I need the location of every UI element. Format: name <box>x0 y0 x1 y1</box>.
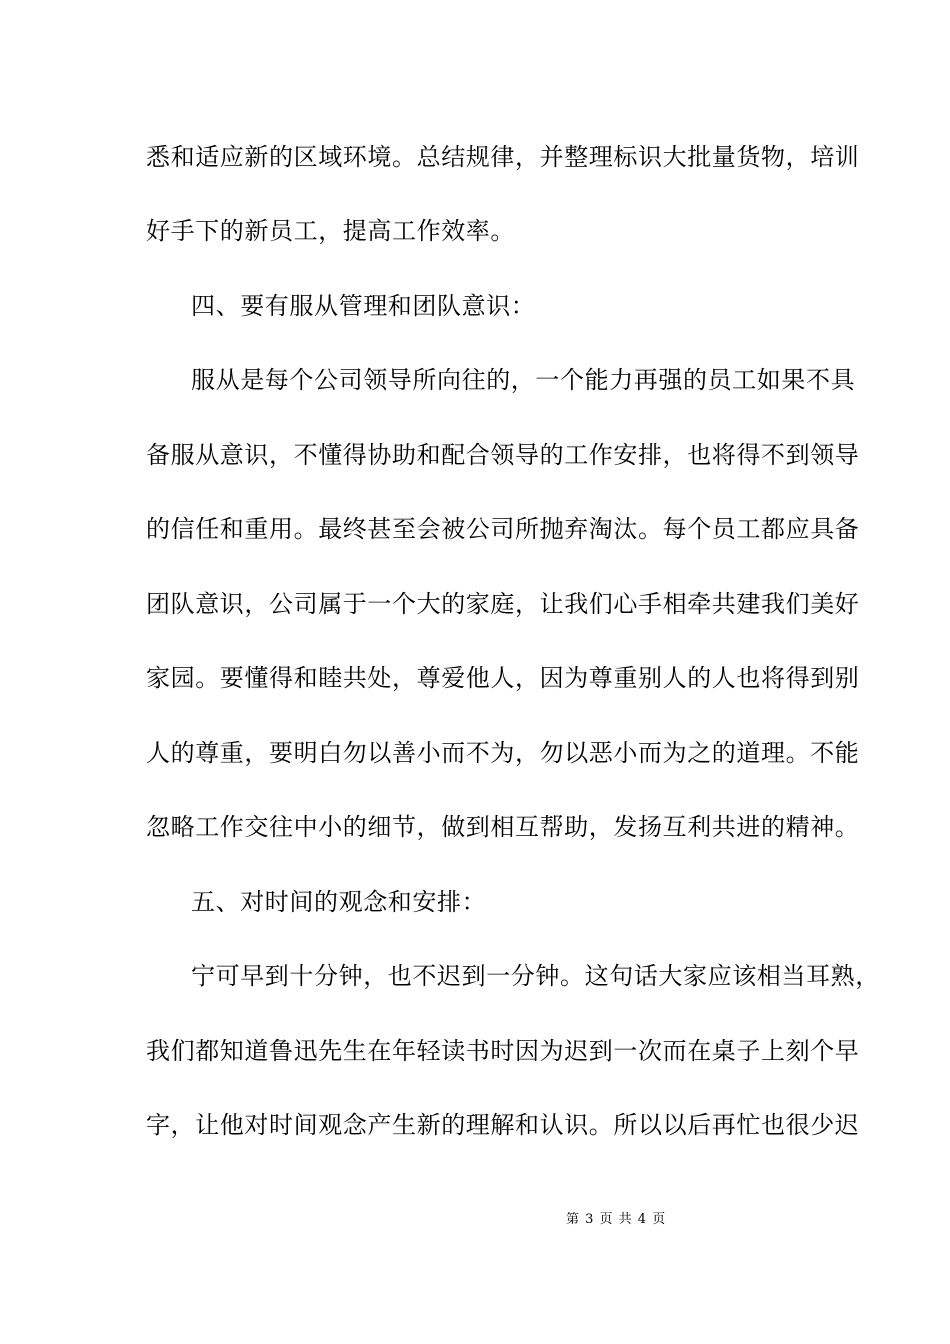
paragraph-line: 悉和适应新的区域环境。总结规律，并整理标识大批量货物，培训 <box>146 143 860 171</box>
paragraph-line: 宁可早到十分钟，也不迟到一分钟。这句话大家应该相当耳熟， <box>191 962 880 990</box>
paragraph-line: 人的尊重，要明白勿以善小而不为，勿以恶小而为之的道理。不能 <box>146 739 860 767</box>
paragraph-line: 字，让他对时间观念产生新的理解和认识。所以以后再忙也很少迟 <box>146 1111 860 1139</box>
section-heading: 四、要有服从管理和团队意识： <box>191 292 536 320</box>
paragraph-line: 服从是每个公司领导所向往的，一个能力再强的员工如果不具 <box>191 366 856 394</box>
page-number: 第 3 页 共 4 页 <box>566 1212 667 1227</box>
paragraph-line: 好手下的新员工，提高工作效率。 <box>146 217 515 245</box>
section-heading: 五、对时间的观念和安排： <box>191 888 487 916</box>
paragraph-line: 家园。要懂得和睦共处，尊爱他人，因为尊重别人的人也将得到别 <box>146 664 860 692</box>
paragraph-line: 忽略工作交往中小的细节，做到相互帮助，发扬互利共进的精神。 <box>146 813 860 841</box>
paragraph-line: 团队意识，公司属于一个大的家庭，让我们心手相牵共建我们美好 <box>146 590 860 618</box>
paragraph-line: 备服从意识，不懂得协助和配合领导的工作安排，也将得不到领导 <box>146 441 860 469</box>
paragraph-line: 的信任和重用。最终甚至会被公司所抛弃淘汰。每个员工都应具备 <box>146 515 860 543</box>
paragraph-line: 我们都知道鲁迅先生在年轻读书时因为迟到一次而在桌子上刻个早 <box>146 1037 860 1065</box>
